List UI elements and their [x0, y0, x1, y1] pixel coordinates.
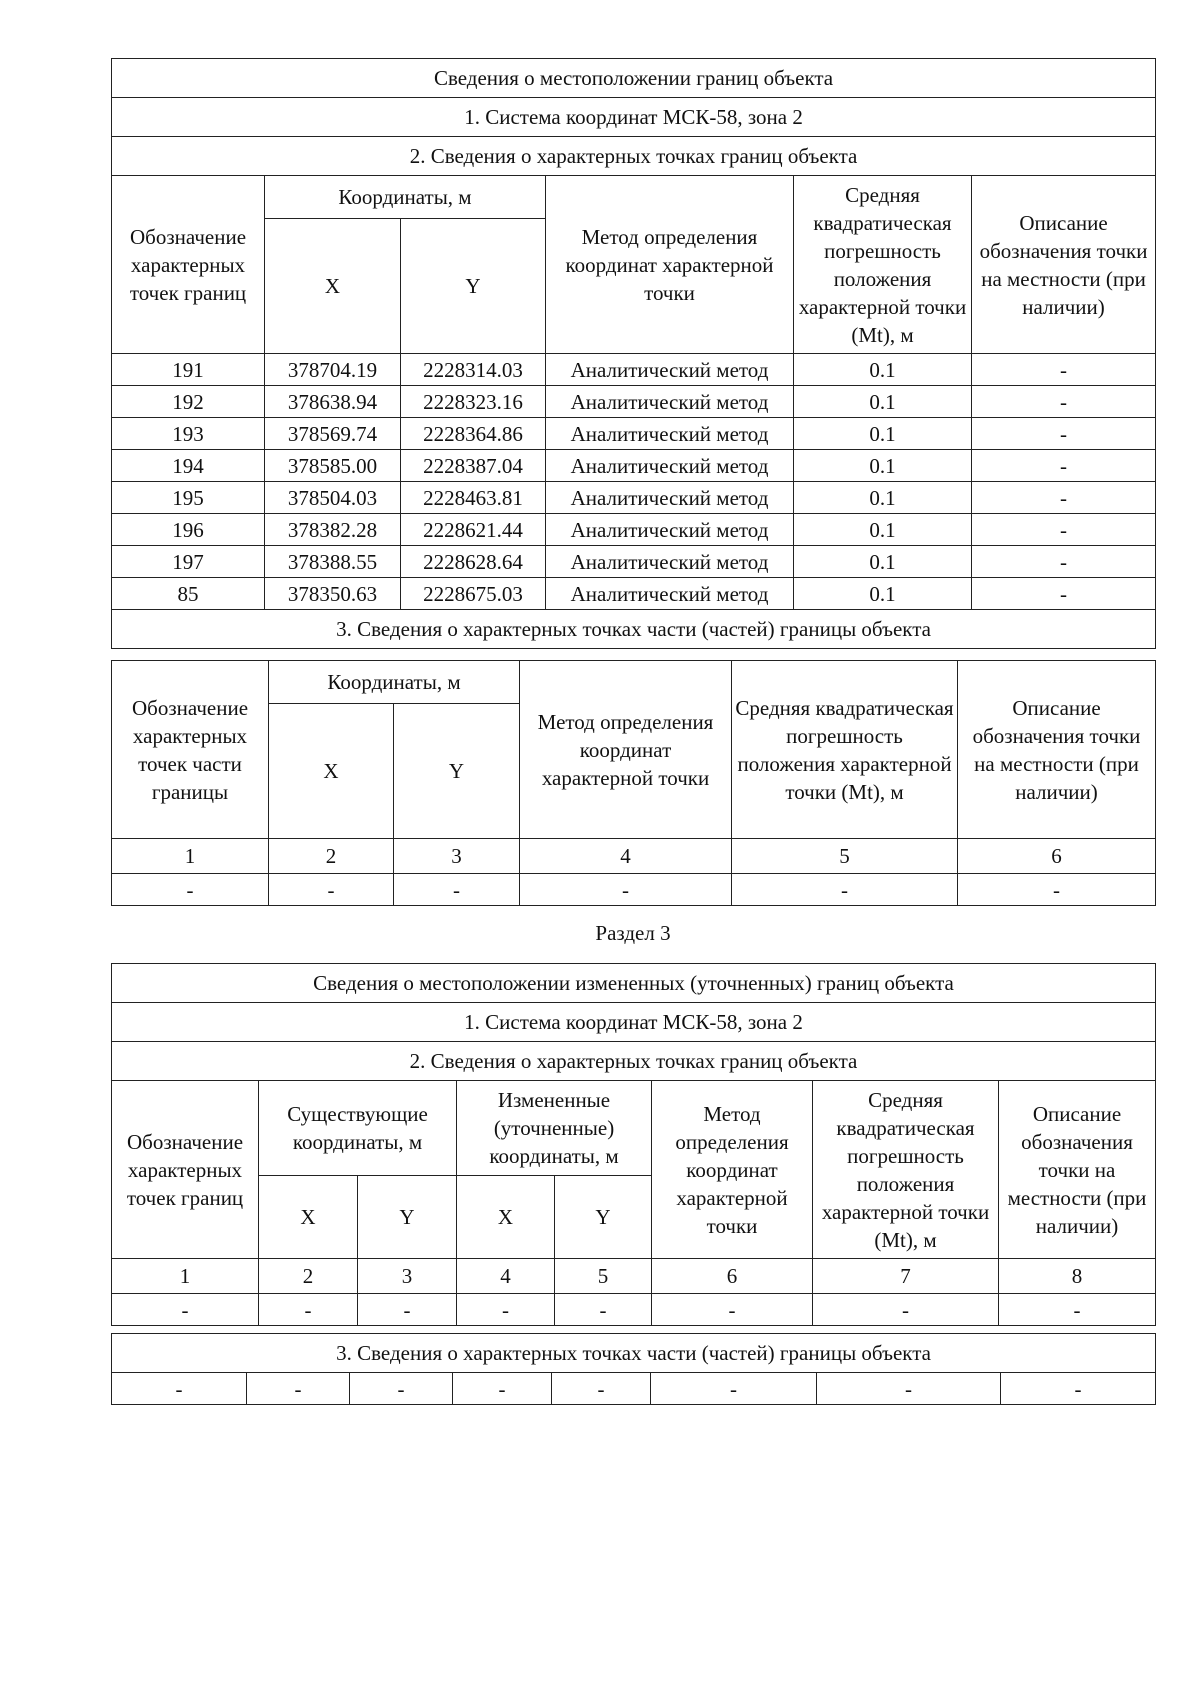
cell-desc: - — [972, 386, 1156, 418]
cell-empty: - — [813, 1294, 999, 1326]
col-header-error: Средняя квадратическая погрешность положения характерной точки (Mt), м — [732, 661, 958, 839]
table-row — [112, 514, 1156, 546]
table-row — [112, 874, 1156, 906]
col-number: 8 — [999, 1259, 1156, 1294]
coord-system: 1. Система координат МСК-58, зона 2 — [112, 1003, 1156, 1042]
cell-empty: - — [652, 1294, 813, 1326]
cell-desc: - — [972, 354, 1156, 386]
section-title: Раздел 3 — [595, 921, 671, 945]
coord-system: 1. Система координат МСК-58, зона 2 — [112, 98, 1156, 137]
col-header-method: Метод определения координат характерной точки — [652, 1081, 813, 1259]
col-header-error: Средняя квадратическая погрешность положения характерной точки (Mt), м — [794, 176, 972, 354]
table-row — [112, 578, 1156, 610]
cell-x: 378569.74 — [265, 418, 401, 450]
cell-error: 0.1 — [794, 546, 972, 578]
col-header-designation: Обозначение характерных точек части границы — [112, 661, 269, 839]
cell-x: 378504.03 — [265, 482, 401, 514]
cell-empty: - — [817, 1373, 1001, 1405]
cell-error: 0.1 — [794, 354, 972, 386]
cell-x: 378638.94 — [265, 386, 401, 418]
table-row — [112, 482, 1156, 514]
col-header-description: Описание обозначения точки на местности (при наличии) — [958, 661, 1156, 839]
cell-x: 378585.00 — [265, 450, 401, 482]
col-header-coords: Координаты, м — [269, 661, 520, 704]
col-number: 4 — [520, 839, 732, 874]
col-number: 3 — [394, 839, 520, 874]
cell-error: 0.1 — [794, 578, 972, 610]
cell-point: 194 — [112, 450, 265, 482]
cell-y: 2228621.44 — [401, 514, 546, 546]
boundary-part-table — [111, 660, 1156, 906]
cell-desc: - — [972, 482, 1156, 514]
subsection-title: 2. Сведения о характерных точках границ объекта — [112, 137, 1156, 176]
cell-y: 2228387.04 — [401, 450, 546, 482]
cell-empty: - — [999, 1294, 1156, 1326]
cell-empty: - — [1001, 1373, 1156, 1405]
col-header-y: Y — [555, 1176, 652, 1259]
table-row — [112, 354, 1156, 386]
col-header-method: Метод определения координат характерной точки — [520, 661, 732, 839]
changed-boundary-part-table — [111, 1333, 1156, 1405]
cell-empty: - — [259, 1294, 358, 1326]
cell-point: 195 — [112, 482, 265, 514]
col-number: 2 — [269, 839, 394, 874]
cell-method: Аналитический метод — [546, 482, 794, 514]
cell-empty: - — [112, 1373, 247, 1405]
cell-empty: - — [958, 874, 1156, 906]
cell-empty: - — [358, 1294, 457, 1326]
col-header-designation: Обозначение характерных точек границ — [112, 176, 265, 354]
cell-method: Аналитический метод — [546, 354, 794, 386]
col-header-x: X — [269, 704, 394, 839]
cell-desc: - — [972, 418, 1156, 450]
cell-error: 0.1 — [794, 482, 972, 514]
cell-method: Аналитический метод — [546, 418, 794, 450]
col-number: 6 — [652, 1259, 813, 1294]
cell-x: 378350.63 — [265, 578, 401, 610]
table-title: Сведения о местоположении измененных (уточненных) границ объекта — [112, 964, 1156, 1003]
cell-desc: - — [972, 546, 1156, 578]
cell-empty: - — [350, 1373, 453, 1405]
cell-desc: - — [972, 578, 1156, 610]
cell-point: 197 — [112, 546, 265, 578]
col-number: 4 — [457, 1259, 555, 1294]
column-numbers-row — [112, 839, 1156, 874]
cell-x: 378382.28 — [265, 514, 401, 546]
cell-error: 0.1 — [794, 418, 972, 450]
cell-y: 2228364.86 — [401, 418, 546, 450]
col-header-x: X — [457, 1176, 555, 1259]
cell-y: 2228323.16 — [401, 386, 546, 418]
cell-empty: - — [651, 1373, 817, 1405]
column-numbers-row — [112, 1259, 1156, 1294]
col-header-changed: Измененные (уточненные) координаты, м — [457, 1081, 652, 1176]
cell-method: Аналитический метод — [546, 578, 794, 610]
table-row — [112, 386, 1156, 418]
cell-error: 0.1 — [794, 386, 972, 418]
col-header-coords: Координаты, м — [265, 176, 546, 219]
cell-empty: - — [453, 1373, 552, 1405]
table-row — [112, 1294, 1156, 1326]
col-header-y: Y — [394, 704, 520, 839]
cell-empty: - — [457, 1294, 555, 1326]
col-header-error: Средняя квадратическая погрешность положения характерной точки (Mt), м — [813, 1081, 999, 1259]
cell-empty: - — [732, 874, 958, 906]
cell-point: 196 — [112, 514, 265, 546]
col-number: 6 — [958, 839, 1156, 874]
col-number: 3 — [358, 1259, 457, 1294]
cell-desc: - — [972, 514, 1156, 546]
cell-point: 191 — [112, 354, 265, 386]
subsection-title: 2. Сведения о характерных точках границ объекта — [112, 1042, 1156, 1081]
cell-method: Аналитический метод — [546, 546, 794, 578]
col-header-x: X — [259, 1176, 358, 1259]
cell-y: 2228675.03 — [401, 578, 546, 610]
changed-boundary-table — [111, 963, 1156, 1326]
cell-point: 85 — [112, 578, 265, 610]
table-row — [112, 546, 1156, 578]
table-row — [112, 450, 1156, 482]
cell-empty: - — [520, 874, 732, 906]
cell-empty: - — [269, 874, 394, 906]
cell-method: Аналитический метод — [546, 514, 794, 546]
col-number: 7 — [813, 1259, 999, 1294]
col-header-designation: Обозначение характерных точек границ — [112, 1081, 259, 1259]
col-header-method: Метод определения координат характерной точки — [546, 176, 794, 354]
subsection-title: 3. Сведения о характерных точках части (частей) границы объекта — [112, 1334, 1156, 1373]
cell-y: 2228628.64 — [401, 546, 546, 578]
cell-error: 0.1 — [794, 450, 972, 482]
cell-method: Аналитический метод — [546, 386, 794, 418]
col-number: 1 — [112, 839, 269, 874]
col-number: 5 — [732, 839, 958, 874]
col-number: 2 — [259, 1259, 358, 1294]
cell-empty: - — [112, 874, 269, 906]
col-header-x: X — [265, 219, 401, 354]
cell-empty: - — [112, 1294, 259, 1326]
cell-empty: - — [247, 1373, 350, 1405]
cell-error: 0.1 — [794, 514, 972, 546]
boundary-table — [111, 58, 1156, 649]
table-row — [112, 418, 1156, 450]
table-title: Сведения о местоположении границ объекта — [112, 59, 1156, 98]
subsection-title: 3. Сведения о характерных точках части (частей) границы объекта — [112, 610, 1156, 649]
cell-x: 378388.55 — [265, 546, 401, 578]
col-header-description: Описание обозначения точки на местности (при наличии) — [999, 1081, 1156, 1259]
table-row — [112, 1373, 1156, 1405]
col-header-y: Y — [358, 1176, 457, 1259]
col-number: 1 — [112, 1259, 259, 1294]
col-header-y: Y — [401, 219, 546, 354]
cell-point: 192 — [112, 386, 265, 418]
cell-empty: - — [552, 1373, 651, 1405]
cell-x: 378704.19 — [265, 354, 401, 386]
col-header-description: Описание обозначения точки на местности (при наличии) — [972, 176, 1156, 354]
cell-empty: - — [555, 1294, 652, 1326]
cell-empty: - — [394, 874, 520, 906]
cell-y: 2228314.03 — [401, 354, 546, 386]
col-header-existing: Существующие координаты, м — [259, 1081, 457, 1176]
cell-method: Аналитический метод — [546, 450, 794, 482]
cell-desc: - — [972, 450, 1156, 482]
col-number: 5 — [555, 1259, 652, 1294]
cell-point: 193 — [112, 418, 265, 450]
cell-y: 2228463.81 — [401, 482, 546, 514]
